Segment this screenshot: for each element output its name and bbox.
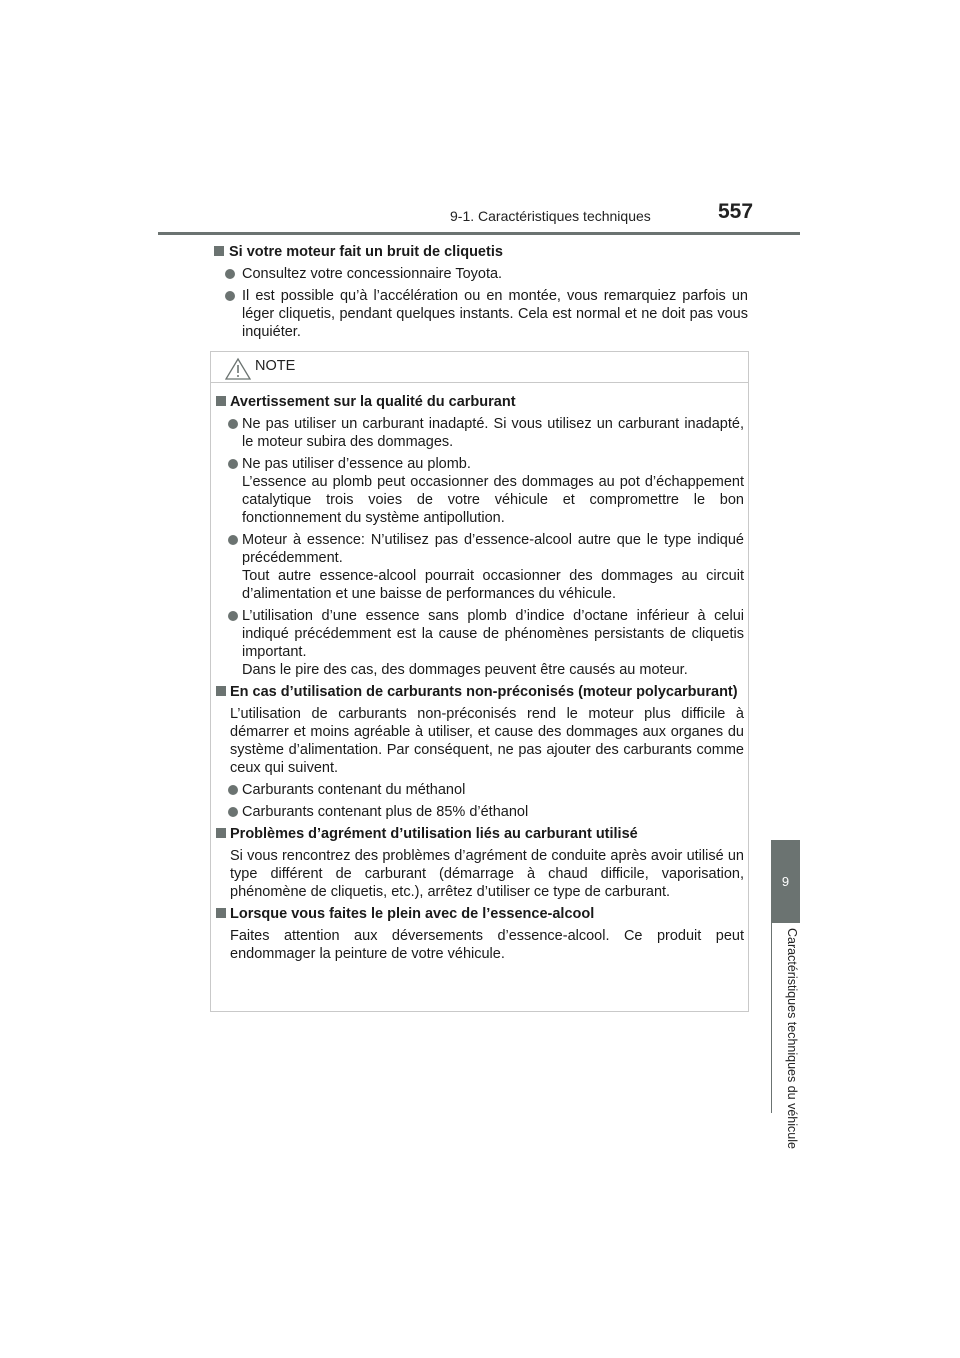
square-bullet-icon	[216, 686, 226, 696]
list-item: Ne pas utiliser un carburant inadapté. Si vous utilisez un carburant inadapté, le moteur subira des dommages.	[216, 415, 744, 451]
list-item: Carburants contenant plus de 85% d’éthanol	[216, 803, 744, 821]
list-item: Carburants contenant du méthanol	[216, 781, 744, 799]
note-paragraph: L’utilisation de carburants non-préconisés rend le moteur plus difficile à démarrer et moins agréable à utiliser, et cause des dommages aux organes du système d’alimentation. Par conséquent, ne pas ajouter des carburants comme ceux qui suivent.	[230, 706, 744, 776]
page-number: 557	[718, 200, 754, 223]
circle-bullet-icon	[228, 535, 238, 545]
main-content	[214, 243, 748, 345]
note-paragraph: Si vous rencontrez des problèmes d’agrément de conduite après avoir utilisé un type différent de carburant (démarrage à chaud difficile, vaporisation, phénomène de cliquetis, etc.), arrêtez d’utiliser ce type de carburant.	[230, 848, 744, 900]
square-bullet-icon	[214, 246, 224, 256]
note-heading: En cas d’utilisation de carburants non-préconisés (moteur polycarburant)	[216, 683, 744, 701]
list-item: Il est possible qu’à l’accélération ou en montée, vous remarquiez parfois un léger cliquetis, pendant quelques instants. Cela est normal et ne doit pas vous inquiéter.	[214, 287, 748, 341]
note-header	[211, 352, 748, 383]
section-heading: Si votre moteur fait un bruit de cliquetis	[214, 243, 748, 261]
chapter-title: Caractéristiques techniques du véhicule	[785, 928, 799, 1149]
list-item: Ne pas utiliser d’essence au plomb. L’essence au plomb peut occasionner des dommages au pot d’échappement catalytique trois voies de votre véhicule et compromettre le bon fonctionnement du système antipollution.	[216, 455, 744, 527]
circle-bullet-icon	[228, 611, 238, 621]
circle-bullet-icon	[228, 419, 238, 429]
note-box	[210, 351, 749, 1012]
note-heading: Lorsque vous faites le plein avec de l’essence-alcool	[216, 905, 744, 923]
list-item: Consultez votre concessionnaire Toyota.	[214, 265, 748, 283]
note-title: NOTE	[255, 358, 296, 374]
circle-bullet-icon	[225, 291, 235, 301]
circle-bullet-icon	[228, 785, 238, 795]
note-heading: Avertissement sur la qualité du carburant	[216, 393, 744, 411]
square-bullet-icon	[216, 908, 226, 918]
section-title: 9-1. Caractéristiques techniques	[450, 208, 651, 224]
circle-bullet-icon	[228, 459, 238, 469]
square-bullet-icon	[216, 828, 226, 838]
list-item: Moteur à essence: N’utilisez pas d’essence-alcool autre que le type indiqué précédemment. Tout autre essence-alcool pourrait occasionner des dommages au circuit d’alimentation et une baisse de performances du véhicule.	[216, 531, 744, 603]
list-item: L’utilisation d’une essence sans plomb d’indice d’octane inférieur à celui indiqué précédemment est la cause de phénomènes persistants de cliquetis important. Dans le pire des cas, des dommages peuvent être causés au moteur.	[216, 607, 744, 679]
note-heading: Problèmes d’agrément d’utilisation liés au carburant utilisé	[216, 825, 744, 843]
note-paragraph: Faites attention aux déversements d’essence-alcool. Ce produit peut endommager la peinture de votre véhicule.	[230, 928, 744, 962]
chapter-tab: 9	[771, 840, 800, 923]
circle-bullet-icon	[225, 269, 235, 279]
chapter-tab-line	[771, 923, 772, 1113]
circle-bullet-icon	[228, 807, 238, 817]
note-body	[216, 393, 744, 967]
header-rule	[158, 232, 800, 235]
square-bullet-icon	[216, 396, 226, 406]
warning-triangle-icon	[225, 357, 251, 381]
